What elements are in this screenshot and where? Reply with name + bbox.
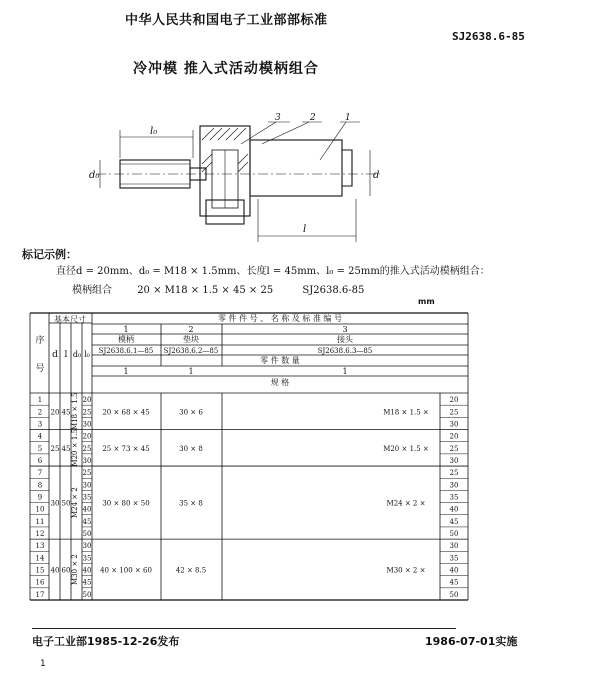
- group-d0-2: M24 × 2: [71, 487, 79, 519]
- group-l-3: 60: [61, 566, 71, 575]
- unit-label: mm: [418, 297, 435, 306]
- row-spec-len-12: 50: [449, 530, 459, 539]
- header-spec: 规 格: [270, 378, 290, 387]
- row-spec-len-13: 30: [449, 542, 459, 551]
- header-col-d: d: [52, 350, 58, 360]
- row-spec-len-5: 25: [449, 444, 459, 453]
- header-part-num-1: 1: [123, 325, 129, 334]
- part-callout-1: 1: [345, 113, 351, 123]
- header-part-num-2: 2: [188, 325, 194, 334]
- row-spec-len-16: 45: [449, 578, 459, 587]
- header-qty: 零 件 数 量: [260, 356, 300, 365]
- marking-example-std: SJ2638.6-85: [302, 285, 365, 296]
- row-seq-13: 13: [35, 542, 45, 551]
- row-seq-9: 9: [37, 493, 43, 502]
- group-l-0: 45: [61, 408, 71, 417]
- header-part-name-2: 垫块: [183, 335, 199, 344]
- row-seq-4: 4: [37, 432, 43, 441]
- row-spec-len-6: 30: [449, 456, 459, 465]
- row-l0-4: 20: [82, 432, 92, 441]
- group-d0-3: M30 × 2: [71, 554, 79, 585]
- header-basic-size: 基本尺寸: [54, 315, 86, 324]
- row-spec-len-2: 25: [449, 408, 459, 417]
- row-l0-12: 50: [82, 530, 92, 539]
- row-spec-len-11: 45: [449, 517, 459, 526]
- row-spec-len-15: 40: [449, 566, 459, 575]
- group-pad-spec-0: 30 × 6: [179, 408, 203, 417]
- header-seq-bottom: 号: [35, 364, 45, 374]
- header-col-l: l: [64, 350, 68, 360]
- row-l0-1: 20: [82, 396, 92, 405]
- header-col-l0: l₀: [84, 350, 90, 359]
- group-d0-0: M18 × 1.5: [71, 392, 79, 431]
- row-spec-len-3: 30: [449, 420, 459, 429]
- row-seq-2: 2: [37, 408, 43, 417]
- row-seq-16: 16: [35, 578, 45, 587]
- marking-example-spec: 20 × M18 × 1.5 × 45 × 25: [137, 285, 274, 296]
- group-l-1: 45: [61, 444, 71, 453]
- row-l0-2: 25: [82, 408, 92, 417]
- group-shank-spec-2: 30 × 80 × 50: [102, 499, 150, 508]
- row-l0-13: 30: [82, 542, 92, 551]
- row-l0-17: 50: [82, 590, 92, 599]
- effective-date: 1986-07-01实施: [425, 635, 518, 648]
- row-seq-12: 12: [35, 530, 45, 539]
- row-l0-14: 35: [82, 554, 92, 563]
- row-spec-len-10: 40: [449, 505, 459, 514]
- group-pad-spec-3: 42 × 8.5: [175, 566, 207, 575]
- standard-code: SJ2638.6-85: [452, 30, 525, 43]
- header-qty-1: 1: [123, 367, 129, 376]
- group-shank-spec-1: 25 × 73 × 45: [102, 444, 150, 453]
- group-joint-spec-0: M18 × 1.5 ×: [383, 408, 429, 417]
- group-d-2: 30: [50, 499, 60, 508]
- group-pad-spec-1: 30 × 8: [179, 444, 203, 453]
- header-qty-3: 1: [342, 367, 348, 376]
- group-d-3: 40: [50, 566, 60, 575]
- row-seq-1: 1: [37, 396, 43, 405]
- row-spec-len-8: 30: [449, 481, 459, 490]
- row-l0-9: 35: [82, 493, 92, 502]
- row-seq-8: 8: [37, 481, 43, 490]
- group-l-2: 50: [61, 499, 71, 508]
- group-shank-spec-3: 40 × 100 × 60: [100, 566, 152, 575]
- group-shank-spec-0: 20 × 68 × 45: [102, 408, 150, 417]
- row-spec-len-7: 25: [449, 469, 459, 478]
- header-std-3: SJ2638.6.3—85: [317, 347, 373, 355]
- row-seq-17: 17: [35, 590, 45, 599]
- row-l0-6: 30: [82, 456, 92, 465]
- row-spec-len-17: 50: [449, 590, 459, 599]
- row-seq-6: 6: [37, 456, 43, 465]
- page-title: 冷冲模 推入式活动模柄组合: [133, 61, 319, 77]
- part-callout-2: 2: [310, 113, 316, 123]
- row-spec-len-1: 20: [449, 396, 459, 405]
- group-pad-spec-2: 35 × 8: [179, 499, 203, 508]
- row-spec-len-14: 35: [449, 554, 459, 563]
- dim-d0-label: d₀: [89, 170, 100, 181]
- row-l0-7: 25: [82, 469, 92, 478]
- row-l0-16: 45: [82, 578, 92, 587]
- marking-example-text: 直径d = 20mm、d₀ = M18 × 1.5mm、长度l = 45mm、l₀ = 25mm的推入式活动模柄组合：: [56, 266, 490, 277]
- group-joint-spec-2: M24 × 2 ×: [386, 499, 426, 508]
- dim-d-label: d: [373, 170, 380, 181]
- row-seq-5: 5: [37, 444, 43, 453]
- dim-l0-label: l₀: [150, 126, 158, 137]
- row-seq-7: 7: [37, 469, 43, 478]
- row-seq-11: 11: [35, 517, 45, 526]
- row-seq-14: 14: [35, 554, 45, 563]
- row-l0-10: 40: [82, 505, 92, 514]
- row-spec-len-9: 35: [449, 493, 459, 502]
- row-seq-3: 3: [37, 420, 43, 429]
- row-l0-15: 40: [82, 566, 92, 575]
- header-parts-code: 零 件 件 号 、 名 称 及 标 准 编 号: [218, 314, 342, 323]
- part-callout-3: 3: [275, 113, 281, 123]
- row-spec-len-4: 20: [449, 432, 459, 441]
- page-number: 1: [40, 659, 46, 669]
- group-d-1: 25: [50, 444, 60, 453]
- row-seq-10: 10: [35, 505, 45, 514]
- row-l0-3: 30: [82, 420, 92, 429]
- header-col-d0: d₀: [72, 350, 82, 359]
- row-l0-8: 30: [82, 481, 92, 490]
- row-l0-5: 25: [82, 444, 92, 453]
- row-l0-11: 45: [82, 517, 92, 526]
- row-seq-15: 15: [35, 566, 45, 575]
- group-d-0: 20: [50, 408, 60, 417]
- header-part-name-1: 模柄: [118, 335, 134, 344]
- header-qty-2: 1: [188, 367, 194, 376]
- header-std-2: SJ2638.6.2—85: [163, 347, 219, 355]
- header-seq-top: 序: [35, 336, 45, 346]
- group-joint-spec-3: M30 × 2 ×: [386, 566, 426, 575]
- header-part-name-3: 接头: [337, 335, 353, 344]
- footer-divider: [32, 628, 456, 629]
- dim-l-label: l: [303, 224, 307, 235]
- standard-org-heading: 中华人民共和国电子工业部部标准: [125, 13, 328, 28]
- issue-date: 电子工业部1985-12-26发布: [32, 635, 180, 648]
- group-joint-spec-1: M20 × 1.5 ×: [383, 444, 429, 453]
- marking-example-label: 模柄组合: [72, 285, 112, 296]
- marking-example-heading: 标记示例：: [22, 248, 77, 261]
- header-std-1: SJ2638.6.1—85: [98, 347, 154, 355]
- header-part-num-3: 3: [342, 325, 348, 334]
- group-d0-1: M20 × 1.5: [71, 429, 79, 467]
